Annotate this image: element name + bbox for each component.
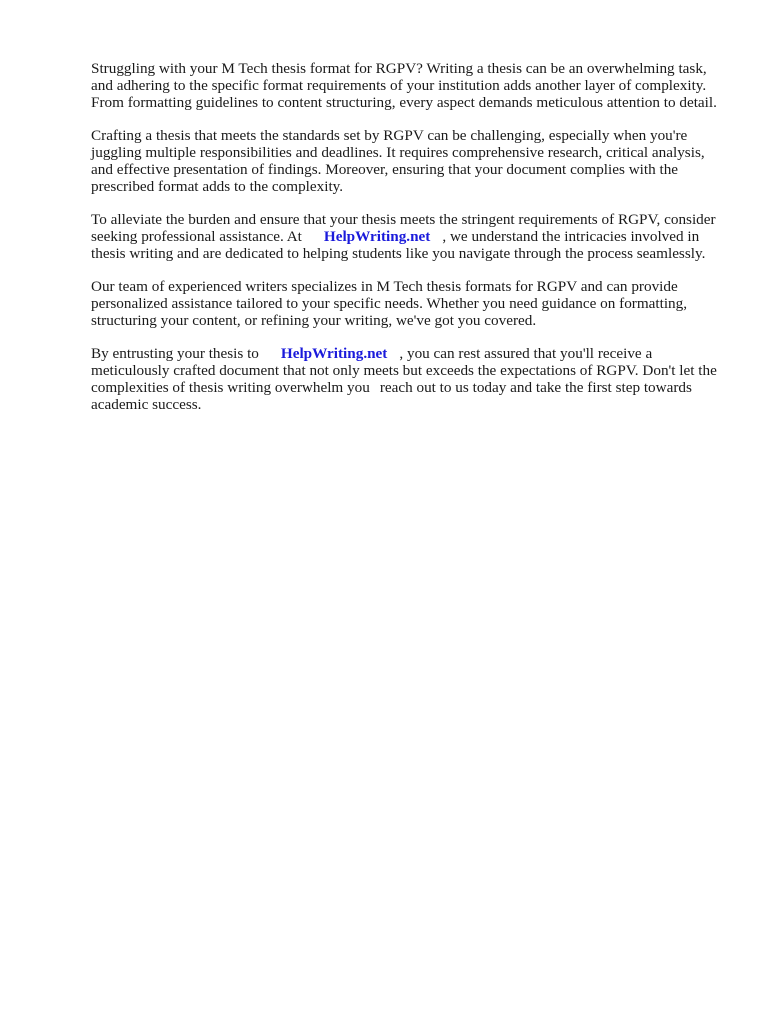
paragraph-closing-middle: , you can rest assured that you'll receive a meticulously crafted document that not only meets but exceeds the expectations of RGPV. Don't let the complexities of thesis writing overwhelm you — [91, 345, 717, 396]
paragraph-intro: Struggling with your M Tech thesis format for RGPV? Writing a thesis can be an overwhelming task, and adhering to the specific format requirements of your institution adds another layer of complexity. From formatting guidelines to content structuring, every aspect demands meticulous attention to detail. — [91, 60, 717, 111]
paragraph-assistance-tail: , we understand the intricacies involved in thesis writing and are dedicated to helping students like you navigate through the process seamlessly. — [91, 228, 706, 262]
paragraph-team: Our team of experienced writers specializes in M Tech thesis formats for RGPV and can provide personalized assistance tailored to your specific needs. Whether you need guidance on formatting, structuring your content, or refining your writing, we've got you covered. — [91, 278, 688, 329]
paragraph-assistance-lead: To alleviate the burden and ensure that your thesis meets the stringent requirements of RGPV, consider seeking professional assistance. At — [91, 211, 716, 245]
paragraph-challenges: Crafting a thesis that meets the standards set by RGPV can be challenging, especially when you're juggling multiple responsibilities and deadlines. It requires comprehensive research, critical analysis, and effective presentation of findings. Moreover, ensuring that your document complies with the prescribed format adds to the complexity. — [91, 127, 705, 195]
paragraph-closing-tail: reach out to us today and take the first step towards academic success. — [91, 379, 692, 413]
paragraph-assistance — [91, 211, 727, 262]
paragraph-closing — [91, 345, 727, 413]
paragraph-closing-lead: By entrusting your thesis to — [91, 345, 259, 362]
helpwriting-link[interactable]: HelpWriting.net — [323, 228, 431, 245]
document-body — [91, 60, 727, 429]
helpwriting-link-2[interactable]: HelpWriting.net — [280, 345, 388, 362]
